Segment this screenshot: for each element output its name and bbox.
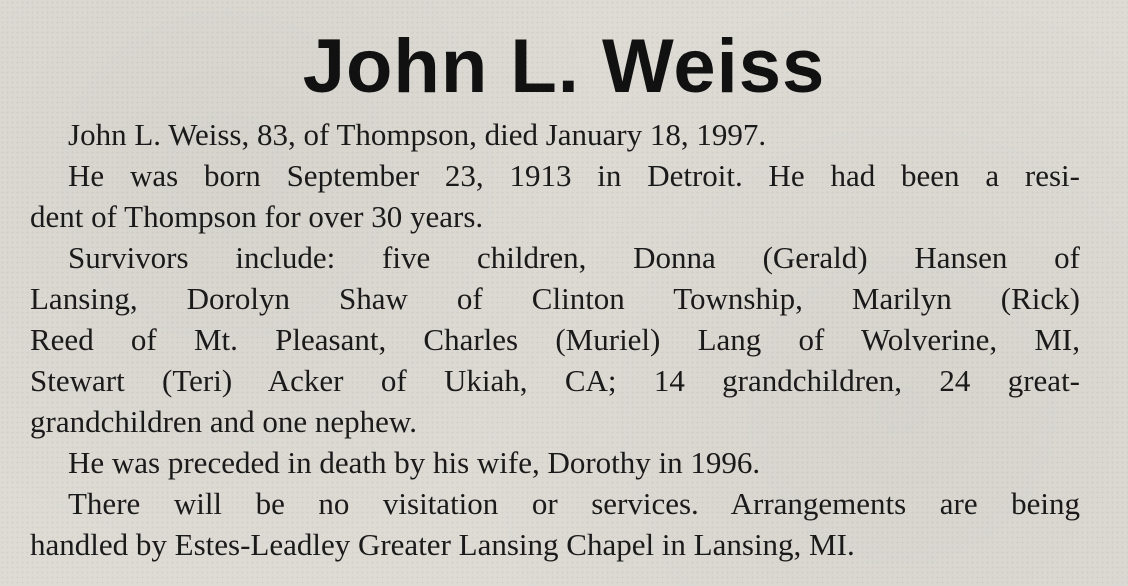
text-line: dent of Thompson for over 30 years. [30,199,484,234]
text-line: Reed of Mt. Pleasant, Charles (Muriel) Lang of Wolverine, MI, [30,322,1080,357]
text-line: Stewart (Teri) Acker of Ukiah, CA; 14 grandchildren, 24 great- [30,363,1080,398]
text-line: John L. Weiss, 83, of Thompson, died January 18, 1997. [68,117,767,152]
text-line: handled by Estes-Leadley Greater Lansing Chapel in Lansing, MI. [30,527,855,562]
text-line: Survivors include: five children, Donna (Gerald) Hansen of [68,240,1080,275]
paragraph-survivors [30,237,1080,442]
text-line: Lansing, Dorolyn Shaw of Clinton Township, Marilyn (Rick) [30,281,1080,316]
paragraph-birth [30,155,1080,237]
text-line: He was born September 23, 1913 in Detroit. He had been a resi- [68,158,1080,193]
text-line: There will be no visitation or services. Arrangements are being [68,486,1080,521]
paragraph-preceded [30,442,1080,483]
text-line: grandchildren and one nephew. [30,404,418,439]
text-line: He was preceded in death by his wife, Dorothy in 1996. [68,445,761,480]
paragraph-arrangements [30,483,1080,565]
obituary-body [30,114,1080,565]
obituary-headline: John L. Weiss [302,24,826,109]
paragraph-death-notice [30,114,1080,155]
